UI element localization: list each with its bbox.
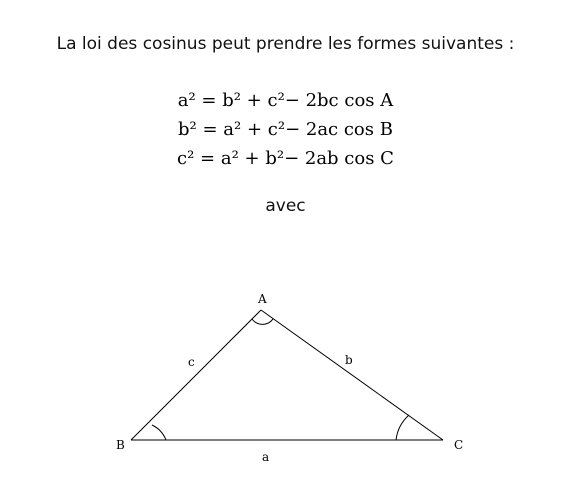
formula-b: b² = a² + c²− 2ac cos B	[178, 119, 393, 140]
side-label-a: a	[262, 450, 270, 464]
formula-a: a² = b² + c²− 2bc cos A	[177, 90, 394, 111]
side-label-c: c	[188, 355, 195, 369]
connector-text: avec	[265, 196, 306, 216]
formula-c: c² = a² + b²− 2ab cos C	[177, 148, 394, 169]
side-b-line	[261, 310, 443, 440]
side-label-b: b	[345, 353, 353, 367]
vertex-label-B: B	[116, 438, 125, 452]
side-c-line	[131, 310, 261, 440]
angle-B-arc	[152, 425, 166, 440]
vertex-label-C: C	[454, 438, 464, 452]
angle-A-arc	[252, 319, 273, 325]
intro-text: La loi des cosinus peut prendre les formes suivantes :	[56, 34, 515, 54]
angle-C-arc	[396, 415, 409, 440]
vertex-label-A: A	[258, 292, 267, 306]
